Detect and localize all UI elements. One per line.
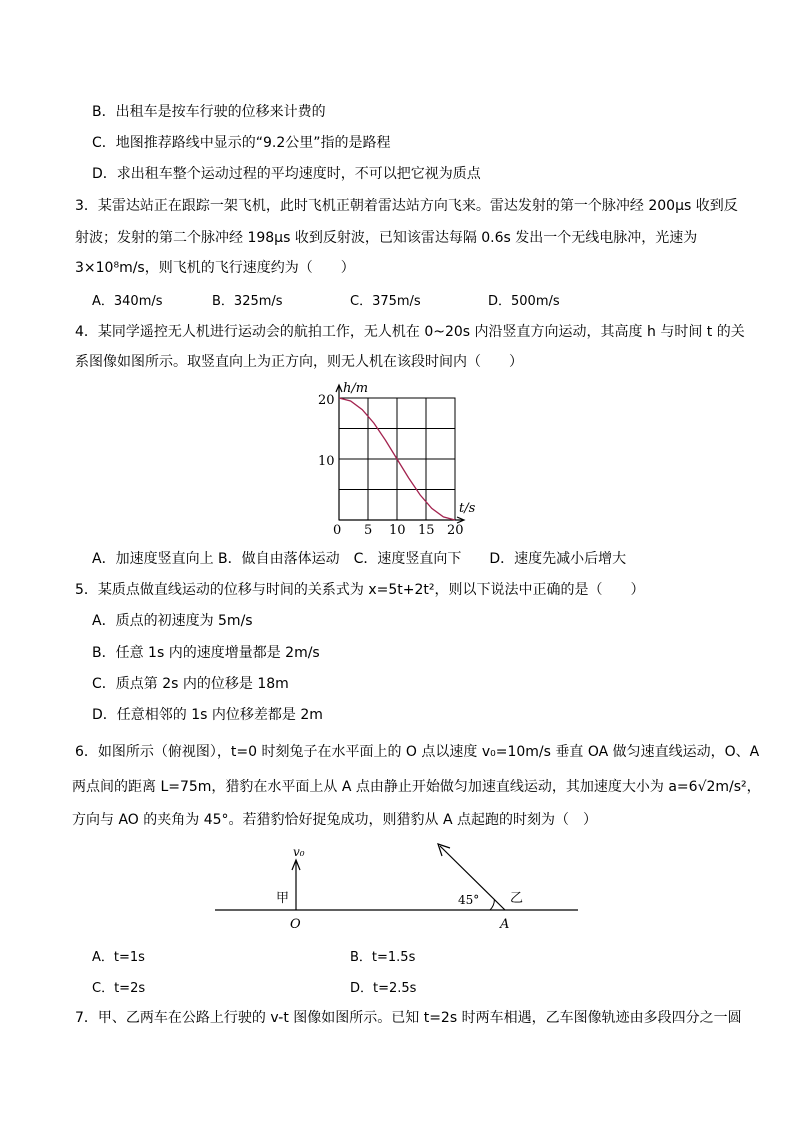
q6-top-view-figure [210, 840, 590, 935]
jia-label: 甲 [276, 891, 290, 906]
x-tick-15: 15 [418, 523, 435, 538]
v0-label: v₀ [293, 845, 305, 859]
x-tick-20: 20 [447, 523, 464, 538]
q4-stem-line2: 系图像如图所示。取竖直向上为正方向，则无人机在该段时间内（ ） [75, 354, 523, 370]
point-a-label: A [500, 917, 510, 932]
graph-axes [336, 385, 464, 523]
x-tick-5: 5 [364, 523, 373, 538]
y-axis-label: h/m [343, 381, 369, 396]
q6-option-b: B．t=1.5s [350, 950, 416, 965]
v0-arrow [292, 860, 300, 910]
point-o-label: O [290, 917, 301, 932]
q7-stem-line1: 7．甲、乙两车在公路上行驶的 v-t 图像如图所示。已知 t=2s 时两车相遇，乙车图像轨迹由多段四分之一圆 [75, 1010, 742, 1026]
q5-stem: 5．某质点做直线运动的位移与时间的关系式为 x=5t+2t²，则以下说法中正确的是（ ） [75, 582, 645, 598]
q2-option-b: B．出租车是按车行驶的位移来计费的 [92, 104, 326, 120]
q3-option-d: D．500m/s [488, 294, 560, 309]
q2-option-d: D．求出租车整个运动过程的平均速度时，不可以把它视为质点 [92, 166, 481, 182]
q4-height-time-graph [305, 380, 495, 540]
q6-option-d: D．t=2.5s [350, 981, 417, 996]
y-tick-10: 10 [318, 454, 335, 469]
q6-option-c: C．t=2s [92, 981, 146, 996]
q3-option-a: A．340m/s [92, 294, 163, 309]
q6-stem-line2: 两点间的距离 L=75m，猎豹在水平面上从 A 点由静止开始做匀加速直线运动，其加速度大小为 a=6√2m/s²， [72, 779, 761, 795]
q3-option-c: C．375m/s [350, 294, 421, 309]
q6-stem-line1: 6．如图所示（俯视图），t=0 时刻兔子在水平面上的 O 点以速度 v₀=10m/s 垂直 OA 做匀速直线运动，O、A [75, 744, 760, 760]
q6-option-a: A．t=1s [92, 950, 145, 965]
q4-stem-line1: 4．某同学遥控无人机进行运动会的航拍工作，无人机在 0~20s 内沿竖直方向运动，其高度 h 与时间 t 的关 [75, 324, 745, 340]
q5-option-a: A．质点的初速度为 5m/s [92, 613, 253, 629]
q3-stem-line3: 3×10⁸m/s，则飞机的飞行速度约为（ ） [75, 260, 355, 276]
q4-options: A．加速度竖直向上 B．做自由落体运动 C．速度竖直向下 D．速度先减小后增大 [92, 551, 627, 567]
q5-option-d: D．任意相邻的 1s 内位移差都是 2m [92, 707, 323, 723]
q5-option-c: C．质点第 2s 内的位移是 18m [92, 676, 289, 692]
x-tick-0: 0 [333, 523, 342, 538]
x-axis-label: t/s [459, 501, 476, 516]
q5-option-b: B．任意 1s 内的速度增量都是 2m/s [92, 645, 320, 661]
q3-option-b: B．325m/s [212, 294, 283, 309]
angle-label: 45° [458, 893, 480, 907]
q3-stem-line1: 3．某雷达站正在跟踪一架飞机，此时飞机正朝着雷达站方向飞来。雷达发射的第一个脉冲经 200μs 收到反 [75, 198, 738, 214]
q3-stem-line2: 射波；发射的第二个脉冲经 198μs 收到反射波，已知该雷达每隔 0.6s 发出一个无线电脉冲，光速为 [75, 230, 698, 246]
angle-arc [490, 899, 494, 910]
x-tick-10: 10 [389, 523, 406, 538]
q2-option-c: C．地图推荐路线中显示的“9.2公里”指的是路程 [92, 135, 391, 151]
yi-label: 乙 [510, 891, 524, 906]
q6-stem-line3: 方向与 AO 的夹角为 45°。若猎豹恰好捉兔成功，则猎豹从 A 点起跑的时刻为（ ） [72, 812, 597, 828]
y-tick-20: 20 [318, 393, 335, 408]
